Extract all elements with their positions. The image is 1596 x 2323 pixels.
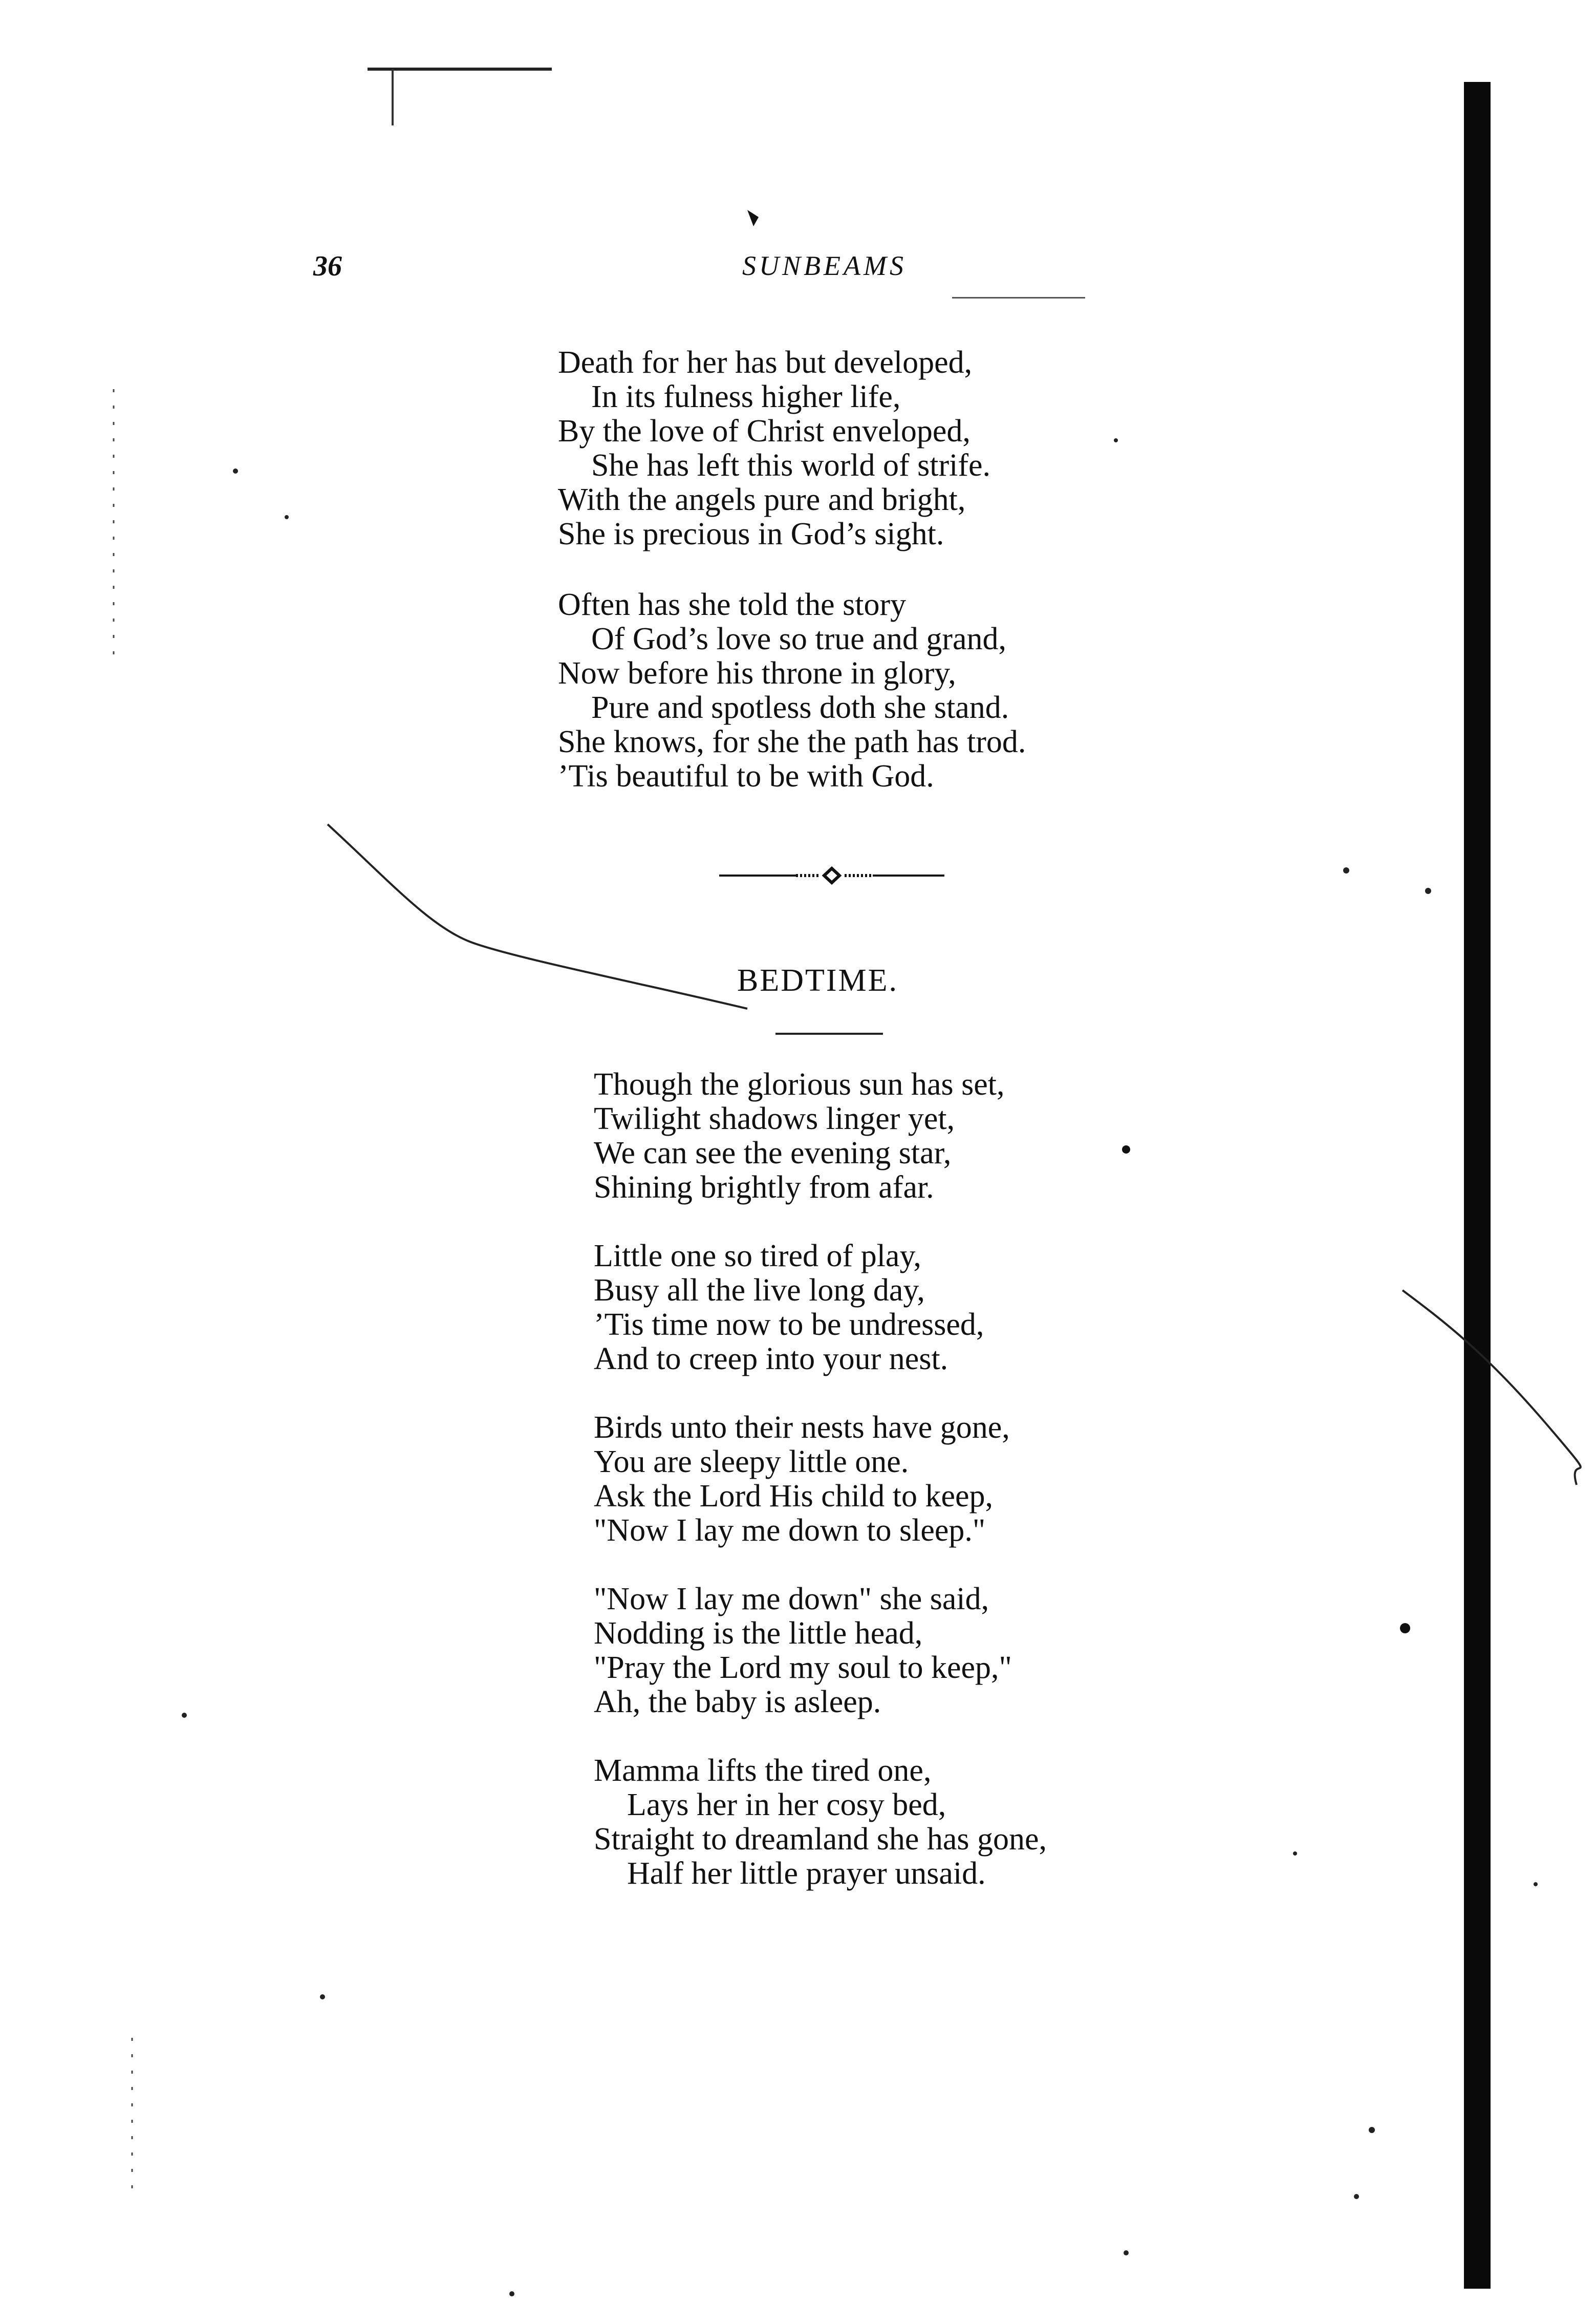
verse-line: "Pray the Lord my soul to keep," [594, 1650, 1012, 1685]
verse-line: We can see the evening star, [594, 1136, 952, 1170]
verse-line: Often has she told the story [558, 587, 907, 622]
speck [1293, 1851, 1297, 1856]
speck [1124, 2250, 1129, 2255]
verse-line: Lays her in her cosy bed, [627, 1787, 946, 1822]
verse-line: Mamma lifts the tired one, [594, 1753, 932, 1788]
verse-line: And to creep into your nest. [594, 1341, 948, 1376]
verse-line: Of God’s love so true and grand, [591, 622, 1006, 656]
poem-title-rule [775, 1033, 883, 1035]
verse-line: ’Tis time now to be undressed, [594, 1307, 984, 1342]
scan-stroke-right [1403, 1290, 1581, 1485]
running-head: SUNBEAMS [742, 250, 907, 281]
scan-stroke-left [328, 824, 747, 1009]
verse-line: She has left this world of strife. [591, 448, 991, 483]
speck [1354, 2194, 1359, 2199]
speck [1114, 438, 1118, 442]
bedtime-stanza-5 [594, 1754, 1047, 1891]
verse-line: Shining brightly from afar. [594, 1170, 934, 1205]
speck [1534, 1882, 1538, 1886]
bedtime-stanza-2 [594, 1239, 984, 1376]
running-head-rule [952, 297, 1085, 299]
verse-line: Though the glorious sun has set, [594, 1067, 1005, 1102]
verse-line: "Now I lay me down to sleep." [594, 1513, 986, 1548]
verse-line: Ah, the baby is asleep. [594, 1685, 881, 1719]
verse-line: Death for her has but developed, [558, 345, 973, 380]
speck [182, 1713, 187, 1718]
section-ornament [719, 865, 944, 886]
verse-line: Birds unto their nests have gone, [594, 1410, 1010, 1445]
poem-title: BEDTIME. [737, 963, 899, 998]
bedtime-stanza-3 [594, 1411, 1010, 1548]
page-number: 36 [313, 250, 342, 282]
verse-line: Ask the Lord His child to keep, [594, 1479, 994, 1514]
speck [1400, 1623, 1410, 1633]
verse-line: Little one so tired of play, [594, 1239, 921, 1273]
verse-line: Half her little prayer unsaid. [627, 1856, 986, 1891]
poem-one-stanza-2 [558, 588, 1026, 794]
verse-line: By the love of Christ enveloped, [558, 414, 970, 449]
speck [233, 468, 238, 474]
verse-line: Straight to dreamland she has gone, [594, 1822, 1047, 1857]
speck [509, 2291, 514, 2296]
speck [1343, 867, 1349, 873]
verse-line: With the angels pure and bright, [558, 482, 966, 517]
speck [1425, 888, 1431, 894]
verse-line: "Now I lay me down" she said, [594, 1582, 989, 1616]
verse-line: Nodding is the little head, [594, 1616, 923, 1651]
verse-line: Twilight shadows linger yet, [594, 1101, 955, 1136]
verse-line: Now before his throne in glory, [558, 656, 956, 691]
bedtime-stanza-1 [594, 1068, 1005, 1205]
speck [1122, 1145, 1130, 1154]
speck [320, 1994, 325, 1999]
verse-line: ’Tis beautiful to be with God. [558, 759, 934, 794]
verse-line: Pure and spotless doth she stand. [591, 690, 1009, 725]
verse-line: She knows, for she the path has trod. [558, 724, 1026, 759]
poem-one-stanza-1 [558, 346, 990, 551]
verse-line: You are sleepy little one. [594, 1444, 909, 1479]
speck [1369, 2127, 1375, 2133]
ink-blot [747, 210, 759, 226]
verse-line: In its fulness higher life, [591, 379, 901, 414]
verse-line: Busy all the live long day, [594, 1273, 925, 1308]
verse-line: She is precious in God’s sight. [558, 517, 944, 551]
speck [285, 515, 289, 519]
bedtime-stanza-4 [594, 1582, 1012, 1719]
